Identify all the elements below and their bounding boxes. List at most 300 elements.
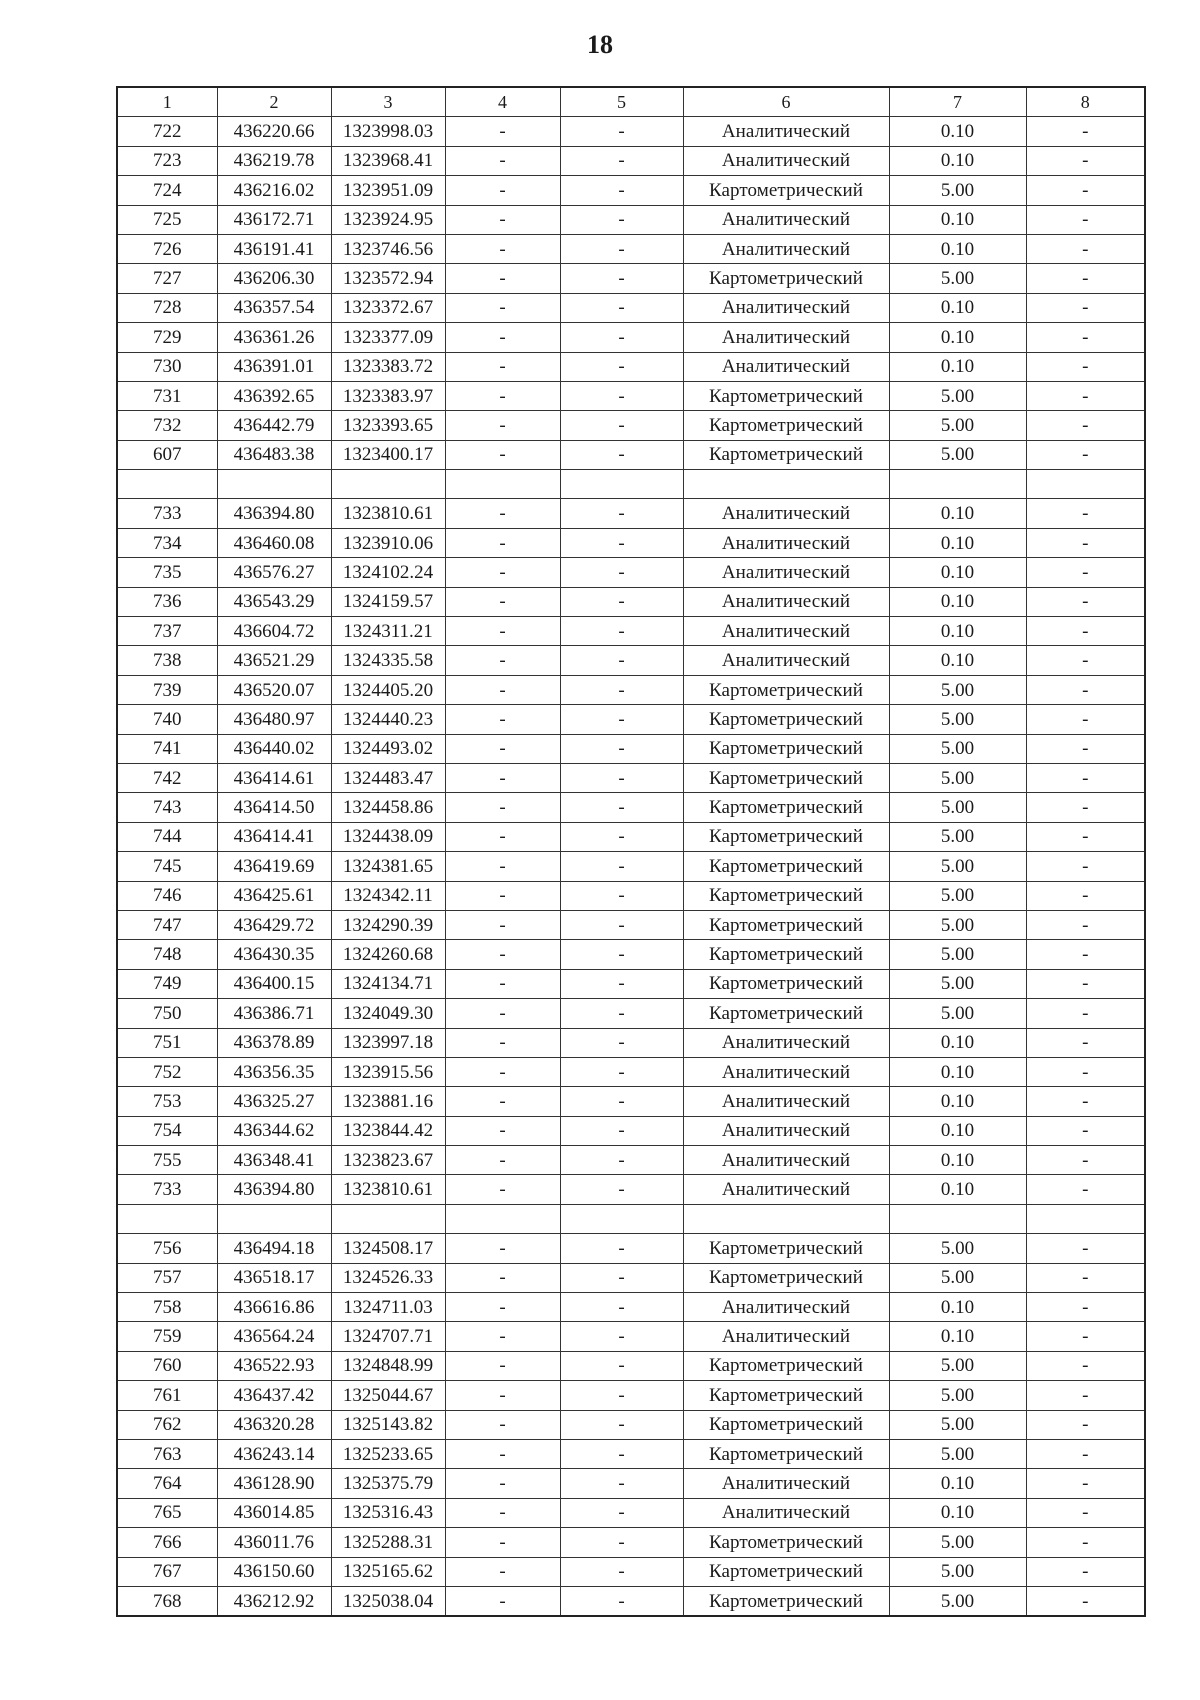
column-8-cell: - xyxy=(1026,734,1145,763)
column-5-cell: - xyxy=(560,940,683,969)
column-5-cell: - xyxy=(560,705,683,734)
method-cell: Аналитический xyxy=(683,323,889,352)
column-5-cell: - xyxy=(560,793,683,822)
x-coordinate-cell: 436480.97 xyxy=(217,705,331,734)
column-5-cell: - xyxy=(560,528,683,557)
column-8-cell: - xyxy=(1026,1175,1145,1204)
point-number-cell: 764 xyxy=(117,1469,217,1498)
column-4-cell: - xyxy=(445,558,560,587)
method-cell: Аналитический xyxy=(683,146,889,175)
point-number-cell: 723 xyxy=(117,146,217,175)
method-cell: Аналитический xyxy=(683,352,889,381)
accuracy-cell: 0.10 xyxy=(889,1175,1026,1204)
accuracy-cell: 0.10 xyxy=(889,1322,1026,1351)
column-8-cell: - xyxy=(1026,1586,1145,1616)
column-4-cell: - xyxy=(445,1146,560,1175)
method-cell: Аналитический xyxy=(683,1175,889,1204)
column-5-cell: - xyxy=(560,1528,683,1557)
table-row xyxy=(117,734,1145,763)
accuracy-cell: 0.10 xyxy=(889,558,1026,587)
column-4-cell: - xyxy=(445,793,560,822)
column-header-2: 2 xyxy=(217,87,331,117)
x-coordinate-cell: 436430.35 xyxy=(217,940,331,969)
column-5-cell: - xyxy=(560,352,683,381)
table-row xyxy=(117,1439,1145,1468)
column-8-cell: - xyxy=(1026,793,1145,822)
accuracy-cell: 5.00 xyxy=(889,969,1026,998)
method-cell: Картометрический xyxy=(683,264,889,293)
column-4-cell: - xyxy=(445,117,560,146)
column-5-cell: - xyxy=(560,1498,683,1527)
column-4-cell: - xyxy=(445,1087,560,1116)
table-row xyxy=(117,1498,1145,1527)
column-5-cell: - xyxy=(560,1322,683,1351)
y-coordinate-cell: 1323383.97 xyxy=(331,381,445,410)
table-row xyxy=(117,1381,1145,1410)
accuracy-cell: 5.00 xyxy=(889,1439,1026,1468)
column-8-cell: - xyxy=(1026,1028,1145,1057)
column-5-cell: - xyxy=(560,1557,683,1586)
separator-row xyxy=(117,1204,1145,1233)
table-row xyxy=(117,1087,1145,1116)
table-row xyxy=(117,763,1145,792)
accuracy-cell xyxy=(889,470,1026,499)
column-5-cell: - xyxy=(560,646,683,675)
method-cell: Картометрический xyxy=(683,1557,889,1586)
table-row xyxy=(117,264,1145,293)
accuracy-cell: 5.00 xyxy=(889,1528,1026,1557)
y-coordinate-cell: 1323400.17 xyxy=(331,440,445,469)
column-5-cell: - xyxy=(560,1263,683,1292)
point-number-cell: 745 xyxy=(117,852,217,881)
x-coordinate-cell: 436386.71 xyxy=(217,999,331,1028)
table-row xyxy=(117,146,1145,175)
column-4-cell: - xyxy=(445,910,560,939)
method-cell xyxy=(683,1204,889,1233)
column-8-cell: - xyxy=(1026,1381,1145,1410)
y-coordinate-cell: 1324381.65 xyxy=(331,852,445,881)
method-cell: Картометрический xyxy=(683,734,889,763)
column-header-4: 4 xyxy=(445,87,560,117)
table-row xyxy=(117,499,1145,528)
point-number-cell: 753 xyxy=(117,1087,217,1116)
column-8-cell: - xyxy=(1026,1469,1145,1498)
x-coordinate-cell: 436014.85 xyxy=(217,1498,331,1527)
column-8-cell: - xyxy=(1026,675,1145,704)
column-5-cell xyxy=(560,470,683,499)
accuracy-cell: 0.10 xyxy=(889,1116,1026,1145)
table-row xyxy=(117,381,1145,410)
point-number-cell: 724 xyxy=(117,176,217,205)
table-row xyxy=(117,1528,1145,1557)
point-number-cell: 738 xyxy=(117,646,217,675)
point-number-cell: 757 xyxy=(117,1263,217,1292)
y-coordinate-cell: 1323372.67 xyxy=(331,293,445,322)
column-4-cell: - xyxy=(445,1410,560,1439)
x-coordinate-cell: 436518.17 xyxy=(217,1263,331,1292)
point-number-cell: 727 xyxy=(117,264,217,293)
point-number-cell: 741 xyxy=(117,734,217,763)
table-row xyxy=(117,999,1145,1028)
column-header-3: 3 xyxy=(331,87,445,117)
point-number-cell: 732 xyxy=(117,411,217,440)
y-coordinate-cell: 1324405.20 xyxy=(331,675,445,704)
column-5-cell: - xyxy=(560,1057,683,1086)
y-coordinate-cell: 1323377.09 xyxy=(331,323,445,352)
column-header-1: 1 xyxy=(117,87,217,117)
column-8-cell: - xyxy=(1026,1322,1145,1351)
method-cell: Аналитический xyxy=(683,205,889,234)
column-5-cell: - xyxy=(560,1293,683,1322)
column-4-cell: - xyxy=(445,1351,560,1380)
y-coordinate-cell: 1325316.43 xyxy=(331,1498,445,1527)
y-coordinate-cell: 1324526.33 xyxy=(331,1263,445,1292)
accuracy-cell xyxy=(889,1204,1026,1233)
method-cell: Картометрический xyxy=(683,1439,889,1468)
method-cell: Картометрический xyxy=(683,999,889,1028)
point-number-cell: 756 xyxy=(117,1234,217,1263)
column-8-cell: - xyxy=(1026,1087,1145,1116)
column-4-cell: - xyxy=(445,411,560,440)
y-coordinate-cell: 1324440.23 xyxy=(331,705,445,734)
point-number-cell: 760 xyxy=(117,1351,217,1380)
table-row xyxy=(117,1410,1145,1439)
accuracy-cell: 5.00 xyxy=(889,1263,1026,1292)
column-8-cell: - xyxy=(1026,1498,1145,1527)
accuracy-cell: 5.00 xyxy=(889,881,1026,910)
method-cell: Картометрический xyxy=(683,381,889,410)
method-cell: Аналитический xyxy=(683,1087,889,1116)
column-5-cell: - xyxy=(560,1410,683,1439)
accuracy-cell: 5.00 xyxy=(889,1410,1026,1439)
x-coordinate-cell: 436391.01 xyxy=(217,352,331,381)
column-5-cell: - xyxy=(560,558,683,587)
table-row xyxy=(117,793,1145,822)
column-8-cell: - xyxy=(1026,1057,1145,1086)
method-cell: Картометрический xyxy=(683,1351,889,1380)
x-coordinate-cell: 436356.35 xyxy=(217,1057,331,1086)
table-row xyxy=(117,1175,1145,1204)
x-coordinate-cell: 436220.66 xyxy=(217,117,331,146)
table-row xyxy=(117,1028,1145,1057)
point-number-cell: 754 xyxy=(117,1116,217,1145)
column-5-cell: - xyxy=(560,1146,683,1175)
accuracy-cell: 5.00 xyxy=(889,411,1026,440)
column-4-cell: - xyxy=(445,176,560,205)
column-4-cell: - xyxy=(445,1439,560,1468)
x-coordinate-cell: 436320.28 xyxy=(217,1410,331,1439)
accuracy-cell: 5.00 xyxy=(889,264,1026,293)
accuracy-cell: 0.10 xyxy=(889,646,1026,675)
accuracy-cell: 5.00 xyxy=(889,381,1026,410)
method-cell: Аналитический xyxy=(683,587,889,616)
column-4-cell: - xyxy=(445,528,560,557)
column-4-cell: - xyxy=(445,1175,560,1204)
column-5-cell: - xyxy=(560,323,683,352)
point-number-cell: 768 xyxy=(117,1586,217,1616)
y-coordinate-cell: 1323924.95 xyxy=(331,205,445,234)
x-coordinate-cell: 436520.07 xyxy=(217,675,331,704)
x-coordinate-cell: 436357.54 xyxy=(217,293,331,322)
column-header-6: 6 xyxy=(683,87,889,117)
column-5-cell: - xyxy=(560,440,683,469)
method-cell: Аналитический xyxy=(683,1322,889,1351)
table-row xyxy=(117,940,1145,969)
point-number-cell: 765 xyxy=(117,1498,217,1527)
table-row xyxy=(117,440,1145,469)
column-5-cell: - xyxy=(560,146,683,175)
method-cell: Картометрический xyxy=(683,793,889,822)
y-coordinate-cell: 1323968.41 xyxy=(331,146,445,175)
method-cell: Аналитический xyxy=(683,646,889,675)
column-8-cell: - xyxy=(1026,940,1145,969)
column-4-cell: - xyxy=(445,852,560,881)
point-number-cell xyxy=(117,470,217,499)
x-coordinate-cell: 436011.76 xyxy=(217,1528,331,1557)
accuracy-cell: 5.00 xyxy=(889,793,1026,822)
column-8-cell xyxy=(1026,1204,1145,1233)
column-8-cell: - xyxy=(1026,1146,1145,1175)
y-coordinate-cell: 1323997.18 xyxy=(331,1028,445,1057)
column-8-cell: - xyxy=(1026,881,1145,910)
column-4-cell: - xyxy=(445,381,560,410)
method-cell xyxy=(683,470,889,499)
accuracy-cell: 5.00 xyxy=(889,705,1026,734)
x-coordinate-cell: 436394.80 xyxy=(217,1175,331,1204)
column-header-8: 8 xyxy=(1026,87,1145,117)
accuracy-cell: 0.10 xyxy=(889,205,1026,234)
method-cell: Картометрический xyxy=(683,440,889,469)
y-coordinate-cell: 1323951.09 xyxy=(331,176,445,205)
accuracy-cell: 5.00 xyxy=(889,440,1026,469)
x-coordinate-cell: 436206.30 xyxy=(217,264,331,293)
column-header-7: 7 xyxy=(889,87,1026,117)
column-4-cell: - xyxy=(445,1263,560,1292)
x-coordinate-cell: 436219.78 xyxy=(217,146,331,175)
x-coordinate-cell: 436191.41 xyxy=(217,234,331,263)
point-number-cell: 733 xyxy=(117,1175,217,1204)
y-coordinate-cell: 1324311.21 xyxy=(331,617,445,646)
y-coordinate-cell: 1323383.72 xyxy=(331,352,445,381)
column-4-cell: - xyxy=(445,617,560,646)
column-8-cell: - xyxy=(1026,646,1145,675)
table-row xyxy=(117,646,1145,675)
column-5-cell: - xyxy=(560,1469,683,1498)
method-cell: Аналитический xyxy=(683,499,889,528)
column-8-cell: - xyxy=(1026,293,1145,322)
coordinates-table xyxy=(116,86,1146,1617)
y-coordinate-cell: 1323844.42 xyxy=(331,1116,445,1145)
x-coordinate-cell: 436429.72 xyxy=(217,910,331,939)
column-5-cell: - xyxy=(560,1351,683,1380)
table-row xyxy=(117,617,1145,646)
x-coordinate-cell: 436440.02 xyxy=(217,734,331,763)
column-4-cell: - xyxy=(445,705,560,734)
table-row xyxy=(117,910,1145,939)
y-coordinate-cell: 1324260.68 xyxy=(331,940,445,969)
table-row xyxy=(117,1146,1145,1175)
accuracy-cell: 5.00 xyxy=(889,940,1026,969)
table-row xyxy=(117,352,1145,381)
column-4-cell: - xyxy=(445,969,560,998)
y-coordinate-cell: 1325038.04 xyxy=(331,1586,445,1616)
column-8-cell xyxy=(1026,470,1145,499)
method-cell: Картометрический xyxy=(683,1410,889,1439)
page-number: 18 xyxy=(587,30,613,59)
accuracy-cell: 0.10 xyxy=(889,499,1026,528)
x-coordinate-cell: 436361.26 xyxy=(217,323,331,352)
x-coordinate-cell: 436414.50 xyxy=(217,793,331,822)
accuracy-cell: 5.00 xyxy=(889,1351,1026,1380)
column-4-cell: - xyxy=(445,1586,560,1616)
column-4-cell: - xyxy=(445,1116,560,1145)
column-8-cell: - xyxy=(1026,705,1145,734)
y-coordinate-cell: 1324134.71 xyxy=(331,969,445,998)
column-5-cell: - xyxy=(560,1116,683,1145)
method-cell: Картометрический xyxy=(683,763,889,792)
table-row xyxy=(117,1469,1145,1498)
table-row xyxy=(117,117,1145,146)
column-5-cell: - xyxy=(560,763,683,792)
column-8-cell: - xyxy=(1026,969,1145,998)
column-5-cell: - xyxy=(560,587,683,616)
x-coordinate-cell: 436414.61 xyxy=(217,763,331,792)
y-coordinate-cell: 1325165.62 xyxy=(331,1557,445,1586)
y-coordinate-cell: 1324159.57 xyxy=(331,587,445,616)
column-5-cell: - xyxy=(560,1586,683,1616)
method-cell: Картометрический xyxy=(683,1528,889,1557)
column-5-cell: - xyxy=(560,881,683,910)
table-row xyxy=(117,176,1145,205)
column-8-cell: - xyxy=(1026,1557,1145,1586)
y-coordinate-cell: 1324049.30 xyxy=(331,999,445,1028)
x-coordinate-cell: 436400.15 xyxy=(217,969,331,998)
column-4-cell: - xyxy=(445,1028,560,1057)
point-number-cell: 731 xyxy=(117,381,217,410)
point-number-cell: 759 xyxy=(117,1322,217,1351)
point-number-cell: 607 xyxy=(117,440,217,469)
point-number-cell: 746 xyxy=(117,881,217,910)
point-number-cell: 744 xyxy=(117,822,217,851)
column-8-cell: - xyxy=(1026,1234,1145,1263)
column-4-cell: - xyxy=(445,1322,560,1351)
column-4-cell: - xyxy=(445,323,560,352)
point-number-cell: 737 xyxy=(117,617,217,646)
column-5-cell: - xyxy=(560,293,683,322)
accuracy-cell: 5.00 xyxy=(889,1381,1026,1410)
method-cell: Аналитический xyxy=(683,117,889,146)
column-8-cell: - xyxy=(1026,999,1145,1028)
x-coordinate-cell: 436564.24 xyxy=(217,1322,331,1351)
accuracy-cell: 0.10 xyxy=(889,323,1026,352)
method-cell: Аналитический xyxy=(683,1116,889,1145)
table-row xyxy=(117,881,1145,910)
point-number-cell: 766 xyxy=(117,1528,217,1557)
method-cell: Аналитический xyxy=(683,617,889,646)
column-8-cell: - xyxy=(1026,234,1145,263)
y-coordinate-cell: 1325288.31 xyxy=(331,1528,445,1557)
x-coordinate-cell: 436216.02 xyxy=(217,176,331,205)
point-number-cell: 749 xyxy=(117,969,217,998)
method-cell: Картометрический xyxy=(683,1263,889,1292)
accuracy-cell: 5.00 xyxy=(889,176,1026,205)
column-4-cell: - xyxy=(445,763,560,792)
x-coordinate-cell: 436414.41 xyxy=(217,822,331,851)
column-5-cell: - xyxy=(560,205,683,234)
point-number-cell: 742 xyxy=(117,763,217,792)
y-coordinate-cell: 1324711.03 xyxy=(331,1293,445,1322)
table-row xyxy=(117,205,1145,234)
column-5-cell: - xyxy=(560,176,683,205)
column-5-cell: - xyxy=(560,1087,683,1116)
point-number-cell: 735 xyxy=(117,558,217,587)
method-cell: Картометрический xyxy=(683,1381,889,1410)
x-coordinate-cell: 436460.08 xyxy=(217,528,331,557)
y-coordinate-cell: 1324458.86 xyxy=(331,793,445,822)
column-8-cell: - xyxy=(1026,528,1145,557)
table-row xyxy=(117,411,1145,440)
method-cell: Картометрический xyxy=(683,940,889,969)
column-5-cell: - xyxy=(560,1028,683,1057)
accuracy-cell: 0.10 xyxy=(889,352,1026,381)
accuracy-cell: 0.10 xyxy=(889,1057,1026,1086)
y-coordinate-cell: 1324848.99 xyxy=(331,1351,445,1380)
column-5-cell: - xyxy=(560,734,683,763)
y-coordinate-cell: 1323823.67 xyxy=(331,1146,445,1175)
point-number-cell: 728 xyxy=(117,293,217,322)
method-cell: Аналитический xyxy=(683,558,889,587)
column-8-cell: - xyxy=(1026,352,1145,381)
table-row xyxy=(117,1351,1145,1380)
method-cell: Картометрический xyxy=(683,1586,889,1616)
x-coordinate-cell: 436483.38 xyxy=(217,440,331,469)
table-row xyxy=(117,1293,1145,1322)
column-8-cell: - xyxy=(1026,117,1145,146)
column-5-cell: - xyxy=(560,969,683,998)
point-number-cell: 747 xyxy=(117,910,217,939)
accuracy-cell: 0.10 xyxy=(889,234,1026,263)
table-row xyxy=(117,969,1145,998)
point-number-cell: 739 xyxy=(117,675,217,704)
column-4-cell: - xyxy=(445,1469,560,1498)
column-8-cell: - xyxy=(1026,910,1145,939)
column-8-cell: - xyxy=(1026,1351,1145,1380)
y-coordinate-cell xyxy=(331,470,445,499)
x-coordinate-cell xyxy=(217,470,331,499)
column-8-cell: - xyxy=(1026,264,1145,293)
y-coordinate-cell: 1323393.65 xyxy=(331,411,445,440)
column-5-cell: - xyxy=(560,234,683,263)
table-row xyxy=(117,1057,1145,1086)
accuracy-cell: 5.00 xyxy=(889,675,1026,704)
x-coordinate-cell: 436437.42 xyxy=(217,1381,331,1410)
x-coordinate-cell: 436128.90 xyxy=(217,1469,331,1498)
column-4-cell: - xyxy=(445,940,560,969)
method-cell: Аналитический xyxy=(683,1293,889,1322)
accuracy-cell: 5.00 xyxy=(889,999,1026,1028)
table-row xyxy=(117,852,1145,881)
accuracy-cell: 5.00 xyxy=(889,852,1026,881)
table-row xyxy=(117,293,1145,322)
column-8-cell: - xyxy=(1026,763,1145,792)
column-5-cell: - xyxy=(560,675,683,704)
x-coordinate-cell: 436243.14 xyxy=(217,1439,331,1468)
table-row xyxy=(117,1586,1145,1616)
x-coordinate-cell: 436348.41 xyxy=(217,1146,331,1175)
accuracy-cell: 0.10 xyxy=(889,1146,1026,1175)
column-4-cell: - xyxy=(445,264,560,293)
table-row xyxy=(117,1116,1145,1145)
